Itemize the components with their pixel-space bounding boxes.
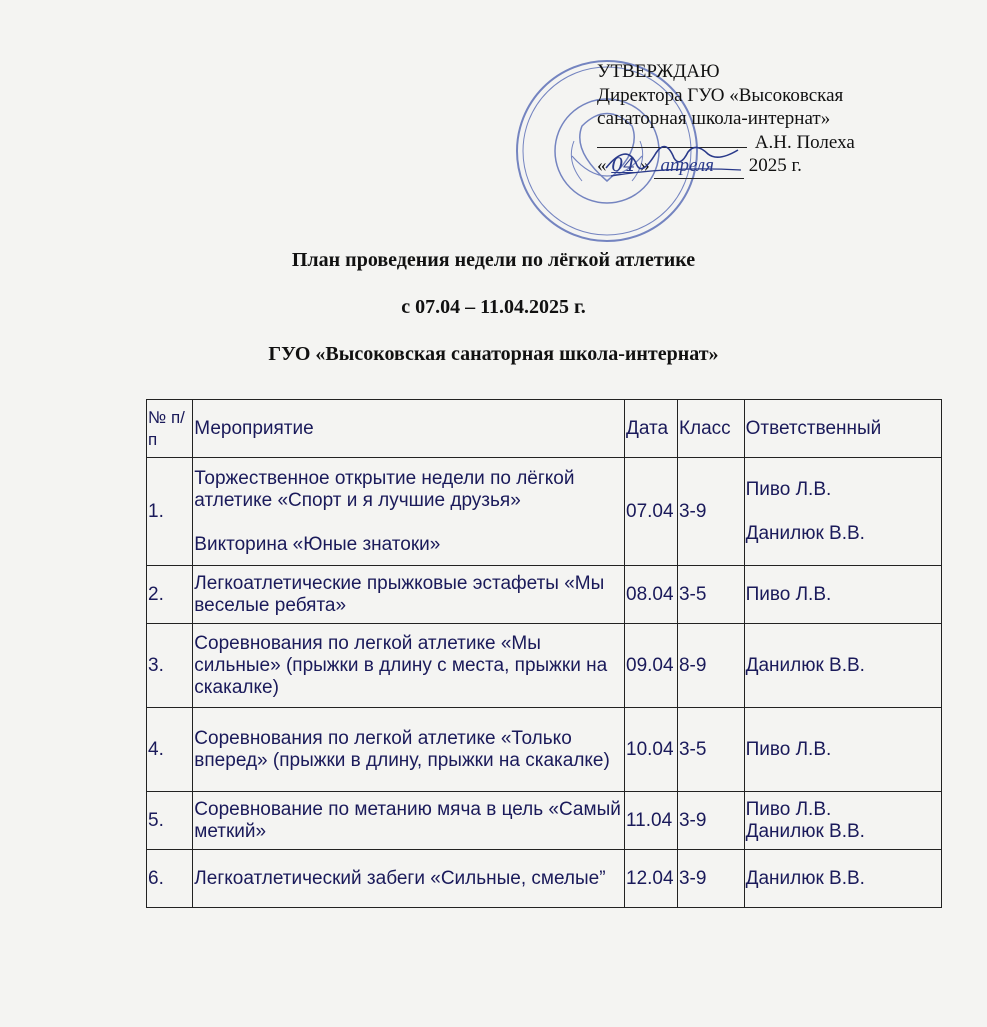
row-class: 3-9 <box>677 458 744 566</box>
row-date: 09.04 <box>625 624 678 708</box>
approval-organization: санаторная школа-интернат» <box>597 108 831 129</box>
row-num: 4. <box>147 708 193 792</box>
approval-block <box>597 60 855 179</box>
header-date: Дата <box>625 400 678 458</box>
row-num: 1. <box>147 458 193 566</box>
approval-position: Директора ГУО «Высоковская <box>597 84 844 106</box>
row-event: Легкоатлетический забеги «Сильные, смелые” <box>193 850 625 908</box>
document-dates: с 07.04 – 11.04.2025 г. <box>401 296 586 318</box>
row-event: Торжественное открытие недели по лёгкой атлетике «Спорт и я лучшие друзья» Викторина «Юные знатоки» <box>193 458 625 566</box>
approval-date-line: « 04 » апреля 2025 г. <box>597 154 855 179</box>
row-class: 3-5 <box>677 708 744 792</box>
approval-title: УТВЕРЖДАЮ <box>597 61 720 82</box>
row-responsible: Пиво Л.В. Данилюк В.В. <box>744 792 941 850</box>
row-date: 07.04 <box>625 458 678 566</box>
row-class: 8-9 <box>677 624 744 708</box>
row-event: Соревнования по легкой атлетике «Только вперед» (прыжки в длину, прыжки на скакалке) <box>193 708 625 792</box>
approval-year: 2025 г. <box>748 155 802 176</box>
row-event: Соревнования по легкой атлетике «Мы сильные» (прыжки в длину с места, прыжки на скакалке) <box>193 624 625 708</box>
document-school: ГУО «Высоковская санаторная школа-интернат» <box>268 343 719 365</box>
row-date: 12.04 <box>625 850 678 908</box>
header-num: № п/п <box>147 400 193 458</box>
row-event: Легкоатлетические прыжковые эстафеты «Мы веселые ребята» <box>193 566 625 624</box>
row-num: 6. <box>147 850 193 908</box>
row-responsible: Пиво Л.В. <box>744 566 941 624</box>
table-header-row <box>147 400 942 458</box>
approval-day: 04 <box>611 154 636 176</box>
header-event: Мероприятие <box>193 400 625 458</box>
header-class: Класс <box>677 400 744 458</box>
row-event: Соревнование по метанию мяча в цель «Самый меткий» <box>193 792 625 850</box>
row-class: 3-9 <box>677 850 744 908</box>
row-num: 2. <box>147 566 193 624</box>
row-class: 3-5 <box>677 566 744 624</box>
handwritten-signature <box>601 138 751 198</box>
header-responsible: Ответственный <box>744 400 941 458</box>
row-num: 3. <box>147 624 193 708</box>
row-num: 5. <box>147 792 193 850</box>
table-row <box>147 792 942 850</box>
approval-month: апреля <box>654 154 744 179</box>
row-responsible: Пиво Л.В. <box>744 708 941 792</box>
row-responsible: Данилюк В.В. <box>744 624 941 708</box>
row-class: 3-9 <box>677 792 744 850</box>
table-row <box>147 566 942 624</box>
table-row <box>147 624 942 708</box>
events-table <box>146 399 942 908</box>
row-responsible: Данилюк В.В. <box>744 850 941 908</box>
row-responsible: Пиво Л.В. Данилюк В.В. <box>744 458 941 566</box>
table-row <box>147 708 942 792</box>
approver-name: А.Н. Полеха <box>754 131 855 153</box>
table-row <box>147 850 942 908</box>
table-row <box>147 458 942 566</box>
row-date: 08.04 <box>625 566 678 624</box>
row-date: 10.04 <box>625 708 678 792</box>
row-date: 11.04 <box>625 792 678 850</box>
document-title: План проведения недели по лёгкой атлетике <box>291 249 696 271</box>
